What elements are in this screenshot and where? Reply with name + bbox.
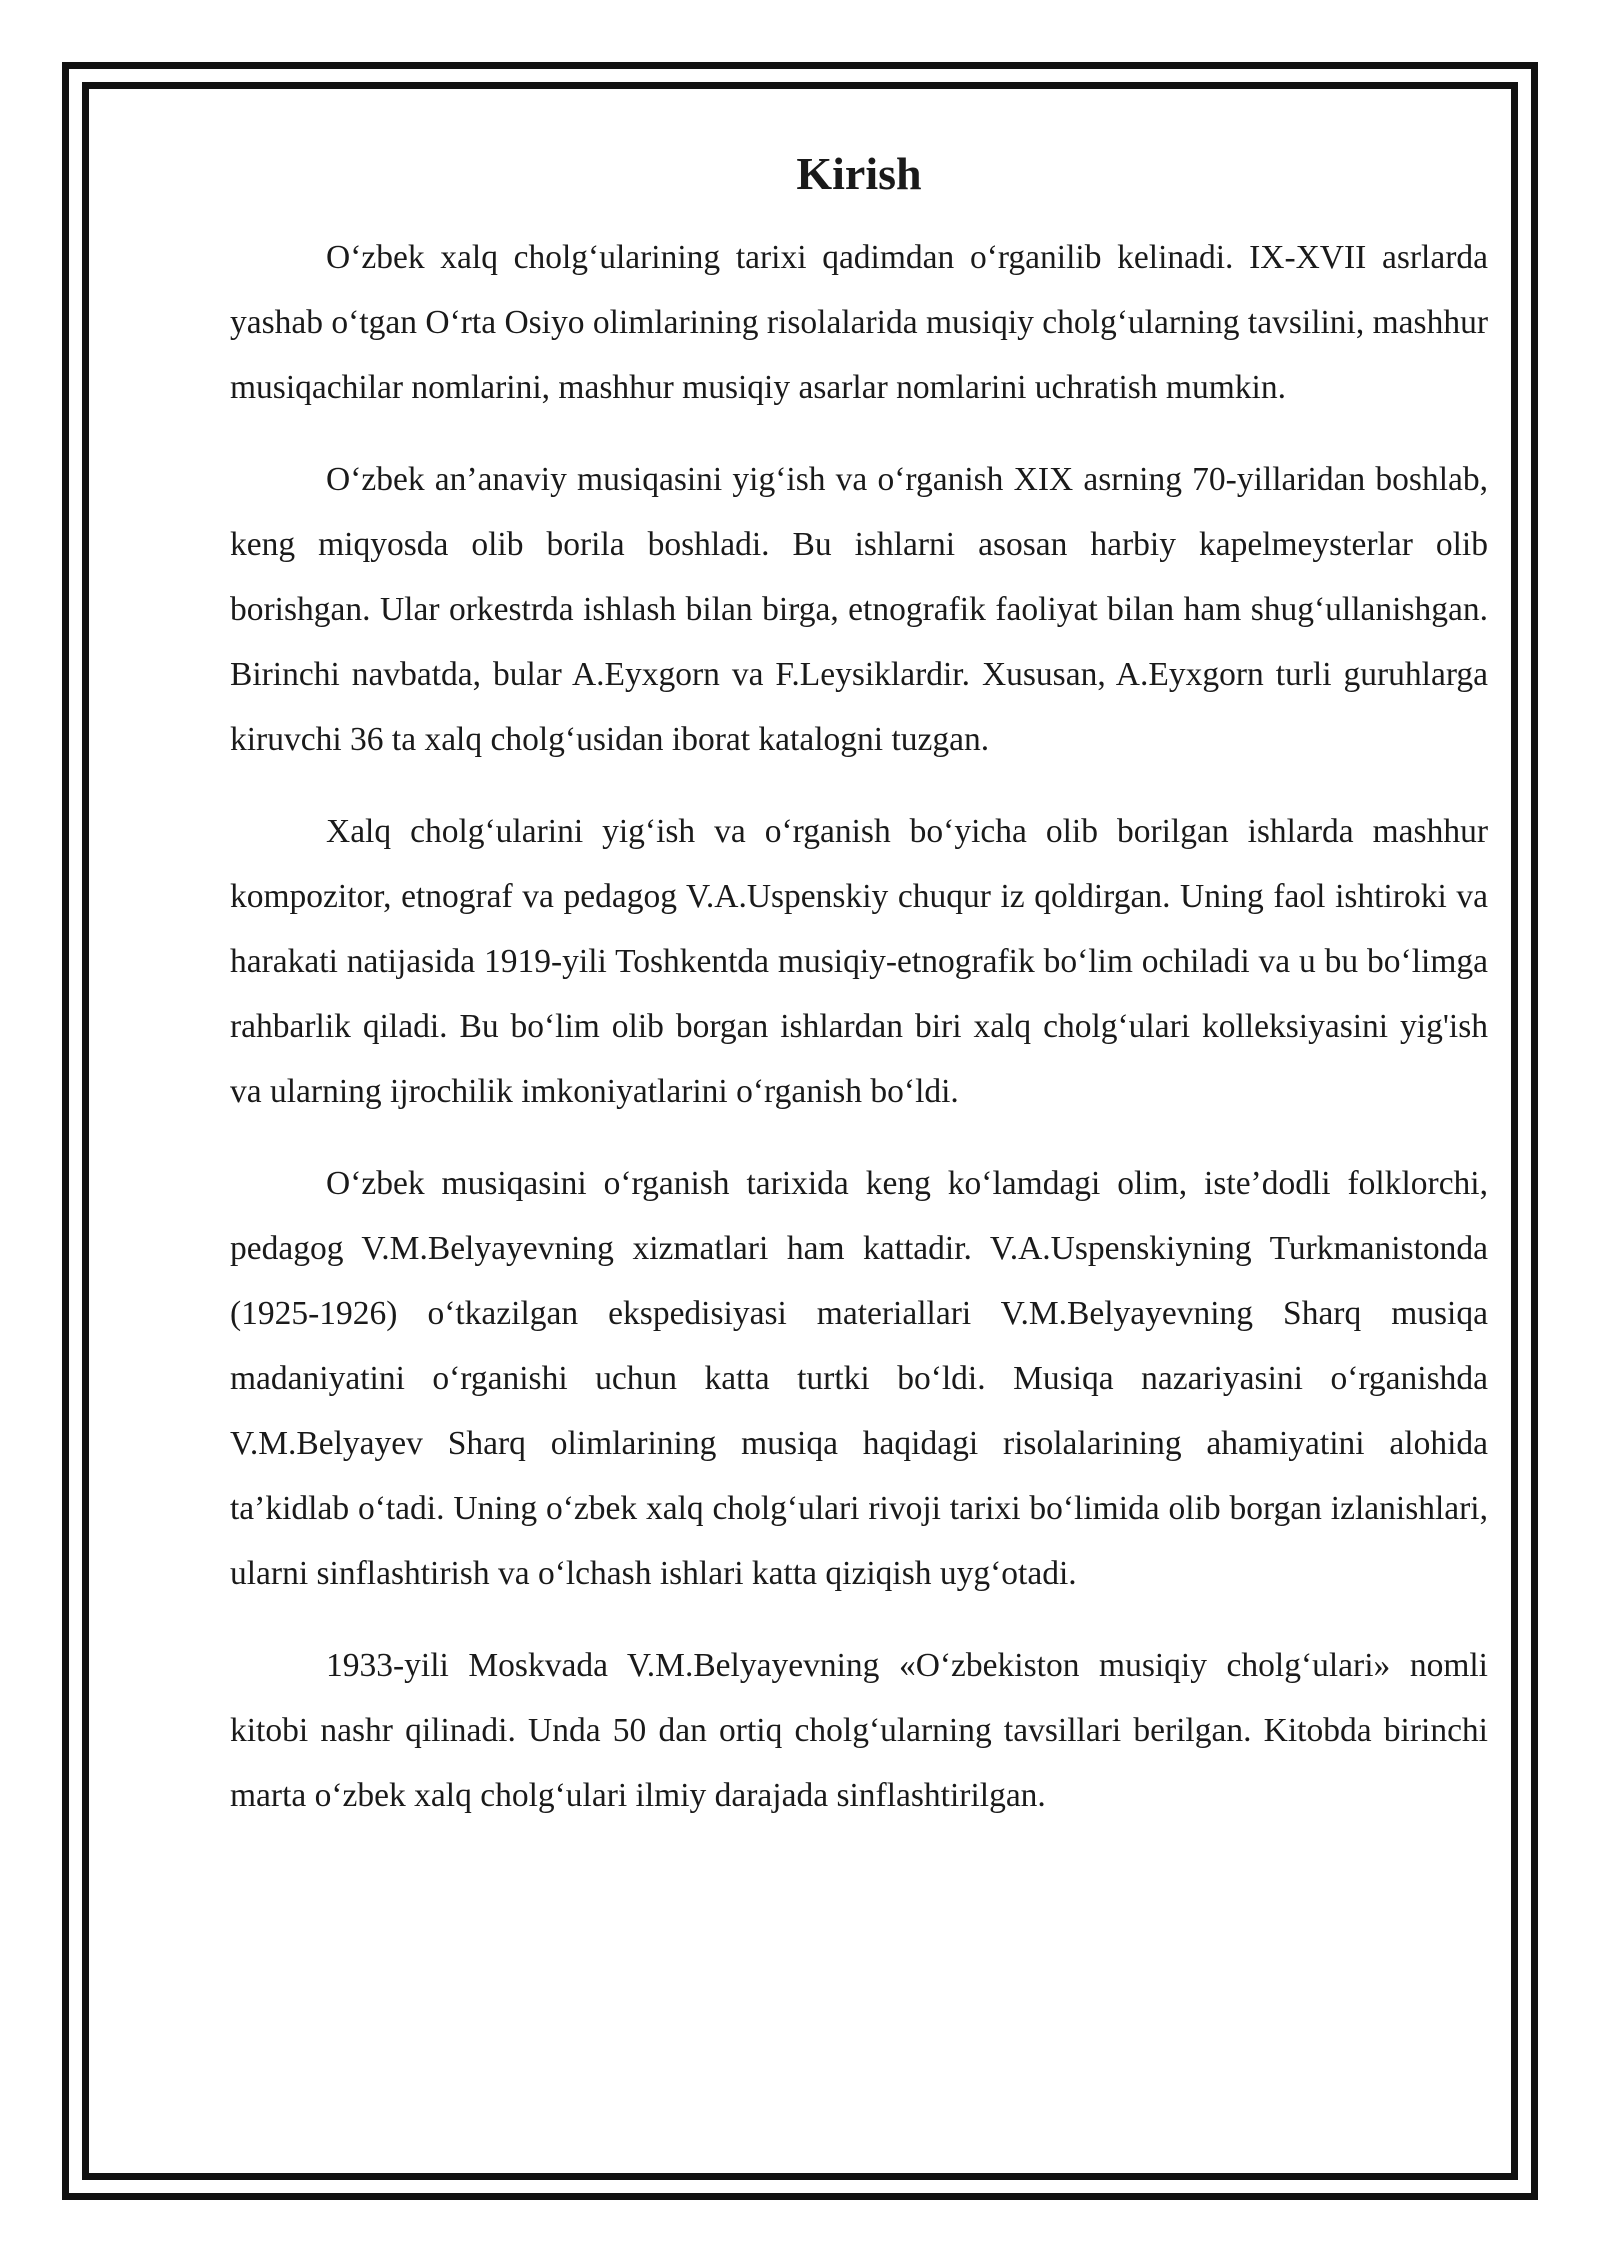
paragraph-2: O‘zbek an’anaviy musiqasini yig‘ish va o‘rganish XIX asrning 70-yillaridan boshlab, keng miqyosda olib borila boshladi. Bu ishlarni asosan harbiy kapelmeysterlar olib borishgan. Ular orkestrda ishlash bilan birga, etnografik faoliyat bilan ham shug‘ullanishgan. Birinchi navbatda, bular A.Eyxgorn va F.Leysiklardir. Xususan, A.Eyxgorn turli guruhlarga kiruvchi 36 ta xalq cholg‘usidan iborat katalogni tuzgan. — [230, 460, 1488, 758]
document-body — [230, 148, 1488, 1855]
paragraph-1: O‘zbek xalq cholg‘ularining tarixi qadimdan o‘rganilib kelinadi. IX-XVII asrlarda yashab o‘tgan O‘rta Osiyo olimlarining risolalarida musiqiy cholg‘ularning tavsilini, mashhur musiqachilar nomlarini, mashhur musiqiy asarlar nomlarini uchratish mumkin. — [230, 238, 1488, 406]
paragraph-5: 1933-yili Moskvada V.M.Belyayevning «O‘zbekiston musiqiy cholg‘ulari» nomli kitobi nashr qilinadi. Unda 50 dan ortiq cholg‘ularning tavsillari berilgan. Kitobda birinchi marta o‘zbek xalq cholg‘ulari ilmiy darajada sinflashtirilgan. — [230, 1646, 1488, 1814]
page-title: Kirish — [796, 148, 922, 199]
paragraph-3: Xalq cholg‘ularini yig‘ish va o‘rganish bo‘yicha olib borilgan ishlarda mashhur kompozitor, etnograf va pedagog V.A.Uspenskiy chuqur iz qoldirgan. Uning faol ishtiroki va harakati natijasida 1919-yili Toshkentda musiqiy-etnografik bo‘lim ochiladi va u bu bo‘limga rahbarlik qiladi. Bu bo‘lim olib borgan ishlardan biri xalq cholg‘ulari kolleksiyasini yig'ish va ularning ijrochilik imkoniyatlarini o‘rganish bo‘ldi. — [230, 812, 1488, 1110]
paragraph-4: O‘zbek musiqasini o‘rganish tarixida keng ko‘lamdagi olim, iste’dodli folklorchi, pedagog V.M.Belyayevning xizmatlari ham kattadir. V.A.Uspenskiyning Turkmanistonda (1925-1926) o‘tkazilgan ekspedisiyasi materiallari V.M.Belyayevning Sharq musiqa madaniyatini o‘rganishi uchun katta turtki bo‘ldi. Musiqa nazariyasini o‘rganishda V.M.Belyayev Sharq olimlarining musiqa haqidagi risolalarining ahamiyatini alohida ta’kidlab o‘tadi. Uning o‘zbek xalq cholg‘ulari rivoji tarixi bo‘limida olib borgan izlanishlari, ularni sinflashtirish va o‘lchash ishlari katta qiziqish uyg‘otadi. — [230, 1164, 1488, 1592]
